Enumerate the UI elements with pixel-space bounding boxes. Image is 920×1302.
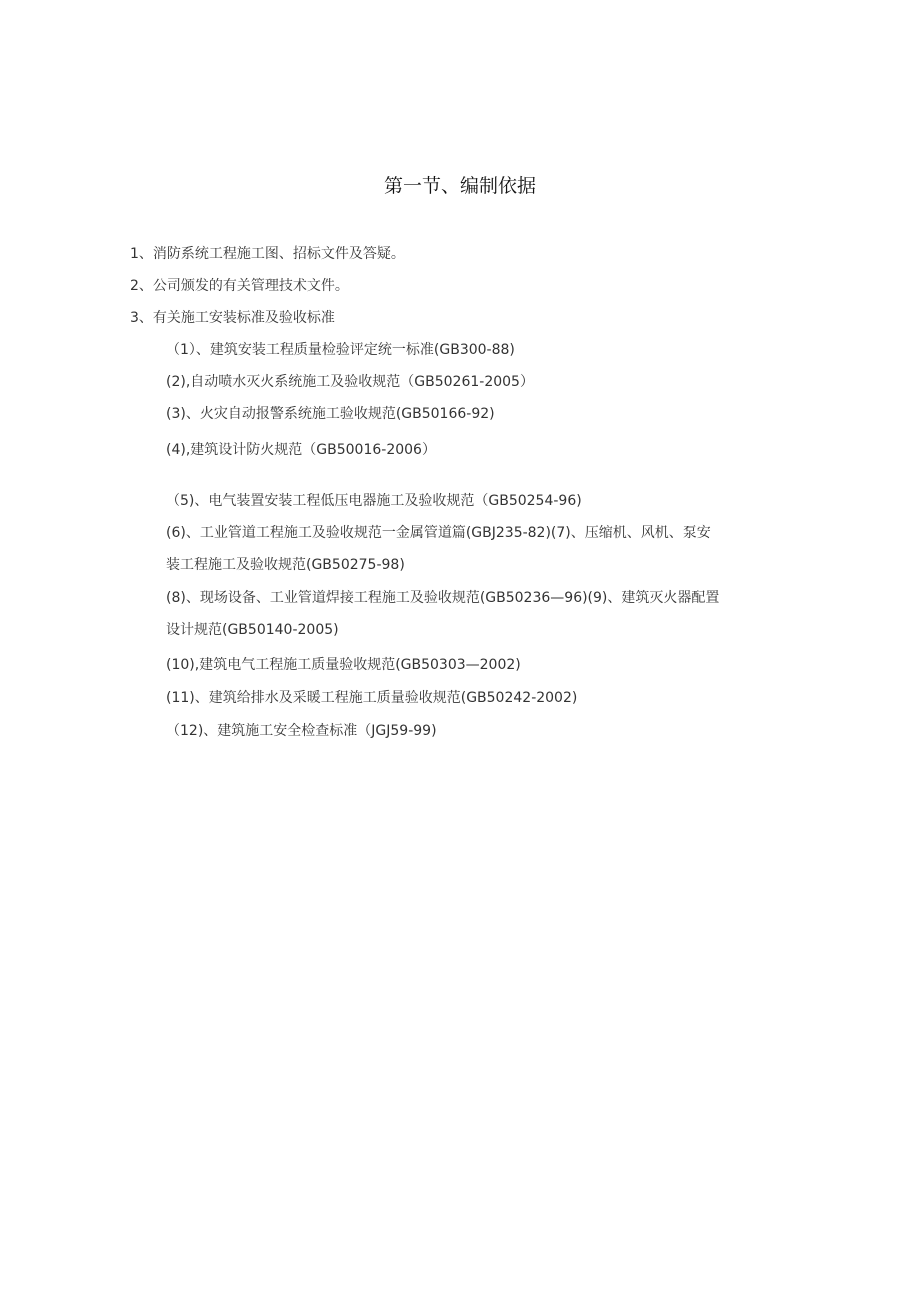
standard-item-11: (11)、建筑给排水及采暖工程施工质量验收规范(GB50242-2002) xyxy=(166,690,578,706)
standard-item-5: （5)、电气装置安装工程低压电器施工及验收规范（GB50254-96) xyxy=(166,493,582,509)
standard-item-6-line-2: 装工程施工及验收规范(GB50275-98) xyxy=(166,557,405,573)
standard-item-10: (10),建筑电气工程施工质量验收规范(GB50303—2002) xyxy=(166,657,521,673)
standard-item-4: (4),建筑设计防火规范（GB50016-2006） xyxy=(166,442,436,458)
standard-item-12: （12)、建筑施工安全检查标准（JGJ59-99) xyxy=(166,723,437,739)
basis-item-1: 1、消防系统工程施工图、招标文件及答疑。 xyxy=(130,246,405,262)
standard-item-2: (2),自动喷水灭火系统施工及验收规范（GB50261-2005） xyxy=(166,374,534,390)
standard-item-8-line-2: 设计规范(GB50140-2005) xyxy=(166,622,339,638)
section-title: 第一节、编制依据 xyxy=(383,175,536,197)
standard-item-1: （1）、建筑安装工程质量检验评定统一标准(GB300-88) xyxy=(166,342,515,358)
standard-item-3: (3)、火灾自动报警系统施工验收规范(GB50166-92) xyxy=(166,406,495,422)
basis-item-3: 3、有关施工安装标准及验收标准 xyxy=(130,310,335,326)
standard-item-6-line-1: (6)、工业管道工程施工及验收规范一金属管道篇(GBJ235-82)(7)、压缩机、风机、泵安 xyxy=(166,525,711,541)
basis-item-2: 2、公司颁发的有关管理技术文件。 xyxy=(130,278,349,294)
standard-item-8-line-1: (8)、现场设备、工业管道焊接工程施工及验收规范(GB50236—96)(9)、建筑灭火器配置 xyxy=(166,590,720,606)
